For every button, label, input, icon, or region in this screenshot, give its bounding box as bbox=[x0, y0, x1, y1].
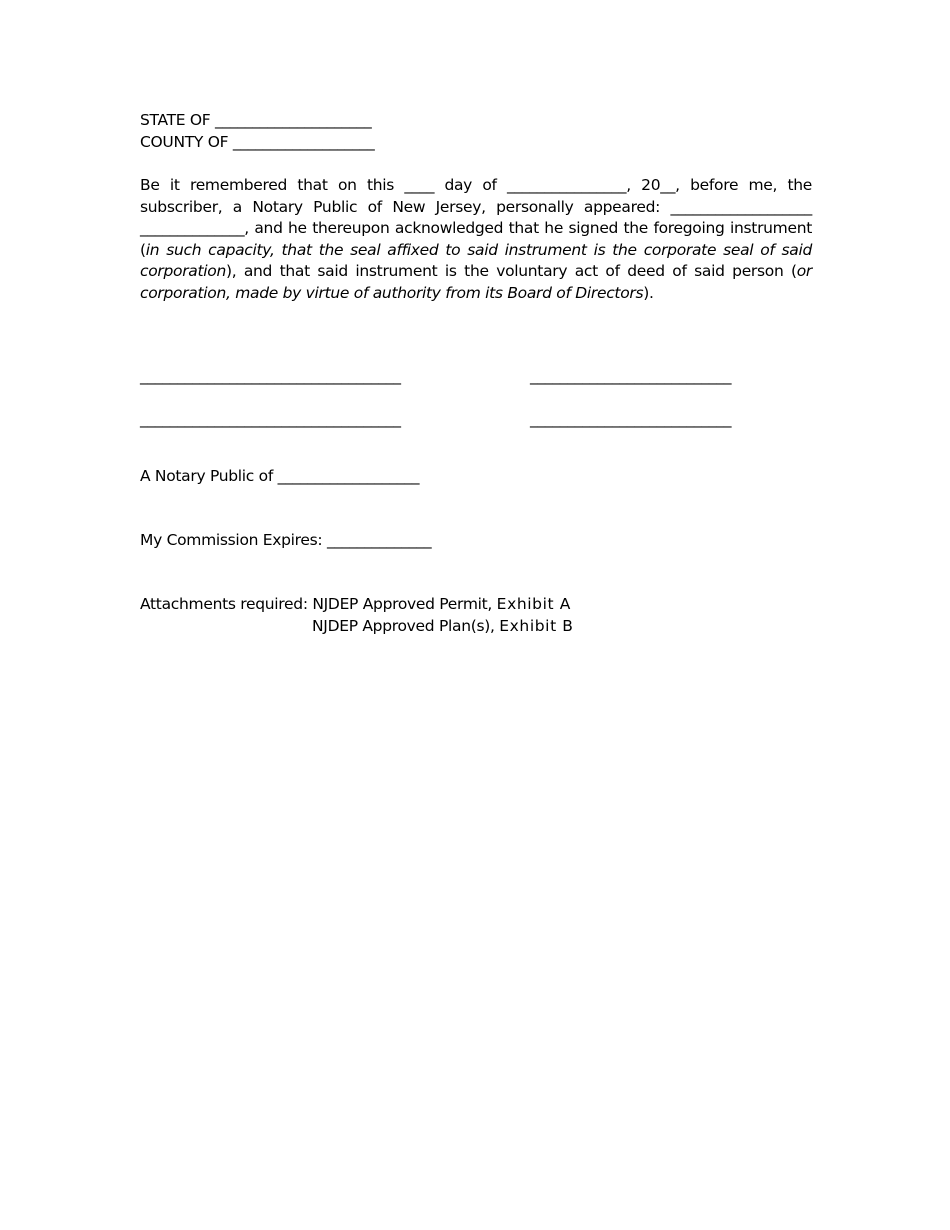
signature-line-left-2: ___________________________________ bbox=[140, 410, 401, 428]
notary-public-line: A Notary Public of ___________________ bbox=[140, 467, 420, 485]
attachment-item-2-text: NJDEP Approved Plan(s), bbox=[312, 617, 500, 635]
paragraph-italic-2: or corporation, made by virtue of authority from its Board of Directors bbox=[140, 262, 812, 302]
acknowledgment-paragraph bbox=[140, 175, 812, 304]
paragraph-text-2: ), and that said instrument is the voluntary act of deed of said person ( bbox=[225, 262, 797, 280]
commission-expires-line: My Commission Expires: ______________ bbox=[140, 530, 432, 549]
signature-line-right-1: ___________________________ bbox=[530, 367, 732, 385]
signature-row bbox=[140, 366, 812, 409]
signature-row bbox=[140, 409, 812, 452]
attachments-block bbox=[140, 593, 812, 637]
paragraph-text-1: Be it remembered that on this ____ day of ________________, 20__, before me, the subscriber, a Notary Public of New Jersey, personally appeared: ___________________ ______________, and he thereupon acknowledged that he signed the foregoing instrument ( bbox=[140, 176, 812, 259]
notary-acknowledgment-page bbox=[140, 110, 812, 637]
paragraph-italic-1: in such capacity, that the seal affixed to said instrument is the corporate seal of said corporation bbox=[140, 240, 812, 280]
attachment-item-2 bbox=[312, 615, 574, 637]
paragraph-text-3: ). bbox=[643, 283, 654, 302]
exhibit-a-label: Exhibit A bbox=[496, 595, 571, 613]
exhibit-b-label: Exhibit B bbox=[499, 617, 574, 635]
signature-block bbox=[140, 366, 812, 452]
state-of-line: STATE OF _____________________ bbox=[140, 111, 372, 129]
attachments-label: Attachments required: NJDEP Approved Permit, bbox=[140, 595, 497, 613]
county-of-line: COUNTY OF ___________________ bbox=[140, 132, 375, 151]
signature-line-right-2: ___________________________ bbox=[530, 410, 732, 428]
attachment-item-1 bbox=[140, 593, 571, 615]
signature-line-left-1: ___________________________________ bbox=[140, 367, 401, 385]
